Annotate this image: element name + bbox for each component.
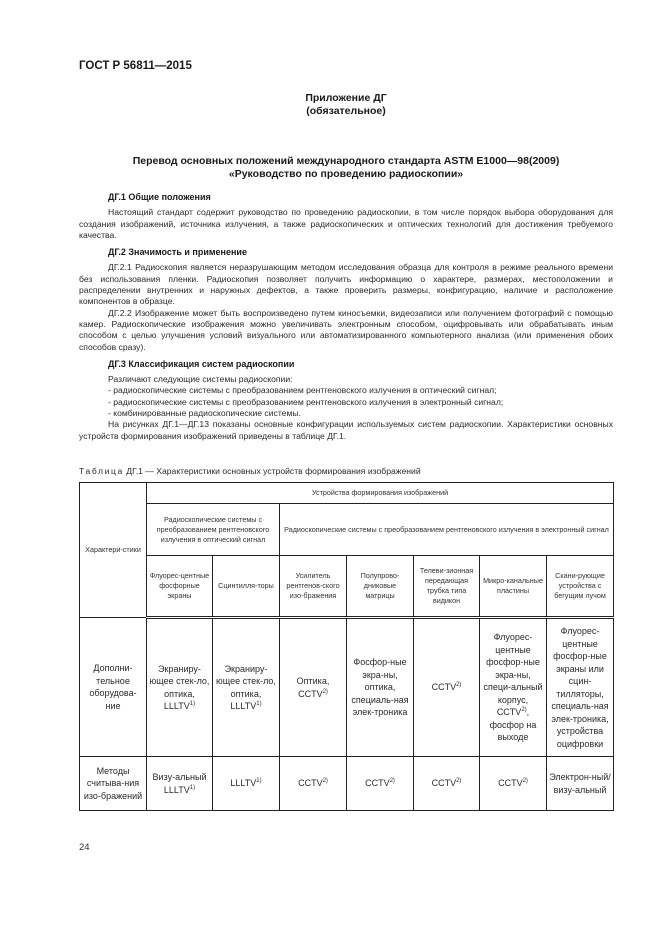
table-header-row xyxy=(80,483,614,504)
table-cell: Флуорес-центные фосфор-ные экра-ны, специ-альный корпус, CCTV$^{2)}$, фосфор на выходе xyxy=(480,618,547,757)
column-header: Полупрово-дниковые матрицы xyxy=(347,556,414,618)
list-item: - радиоскопические системы с преобразованием рентгеновского излучения в оптический сигнал; xyxy=(108,385,497,396)
column-header: Микро-канальные пластины xyxy=(480,556,547,618)
table-caption-label: Таблица xyxy=(79,466,124,476)
table-cell: CCTV$^{2)}$ xyxy=(280,757,347,811)
column-header: Телеви-зионная передающая трубка типа видикон xyxy=(414,556,480,618)
table-cell: CCTV$^{2)}$ xyxy=(347,757,414,811)
table-cell: Экраниру-ющее стек-ло, оптика, LLLTV$^{1)}$ xyxy=(147,618,213,757)
table-cell: Фосфор-ные экра-ны, оптика, специаль-ная элек-троника xyxy=(347,618,414,757)
table-caption-text: ДГ.1 — Характеристики основных устройств формирования изображений xyxy=(123,466,421,476)
annex-status: (обязательное) xyxy=(306,105,386,117)
document-title-line1: Перевод основных положений международного стандарта ASTM E1000—98(2009) xyxy=(132,155,560,167)
table-header-row xyxy=(80,504,614,556)
paragraph: ДГ.2.1 Радиоскопия является неразрушающим методом исследования образца для контроля в режиме реального времени без использования пленки. Радиоскопия позволяет получить информацию о характере, размерах, местоположении и распределении внутренних и наружных дефектов, а также проверить размеры, конфигурацию, наличие и расположение компонентов в образце. xyxy=(79,262,613,307)
table-caption xyxy=(79,466,421,476)
table-header-row xyxy=(80,556,614,618)
row-label: Дополни-тельное оборудова-ние xyxy=(80,618,147,757)
row-header-label: Характери-стики xyxy=(80,483,147,618)
row-label: Методы считыва-ния изо-бражений xyxy=(80,757,147,811)
subgroup-electronic: Радиоскопические системы с преобразованием рентгеновского излучения в электронный сигнал xyxy=(280,504,614,556)
paragraph: ДГ.2.2 Изображение может быть воспроизведено путем киносъемки, видеозаписи или получением фотографий с помощью камер. Радиоскопические изображения можно увеличивать электронным способом, оцифровывать или обрабатывать иным способом с целью улучшения условий визуального или автоматизированного компьютерного анализа (или применения обоих способов сразу). xyxy=(79,307,613,352)
list-lead: Различают следующие системы радиоскопии: xyxy=(108,374,293,385)
annex-title: Приложение ДГ xyxy=(305,92,387,104)
column-header: Сцинтилля-торы xyxy=(213,556,280,618)
column-header: Скани-рующие устройства с бегущим лучом xyxy=(547,556,614,618)
section-heading-3: ДГ.3 Классификация систем радиоскопии xyxy=(108,358,295,369)
table-row xyxy=(80,757,614,811)
annex-heading xyxy=(79,92,613,118)
list-item: - комбинированные радиоскопические системы. xyxy=(108,408,301,419)
column-header: Усилитель рентгенов-ского изо-бражения xyxy=(280,556,347,618)
document-title-line2: «Руководство по проведению радиоскопии» xyxy=(228,168,464,180)
paragraph: Настоящий стандарт содержит руководство по проведению радиоскопии, в том числе порядок выбора оборудования для создания изображений, источника излучения, а также радиоскопических и оптических технологий для достижения требуемого качества. xyxy=(79,207,613,240)
characteristics-table xyxy=(79,482,614,811)
table-cell: Флуорес-центные фосфор-ные экраны или сцин-тилляторы, специаль-ная элек-троника, устройства оцифровки xyxy=(547,618,614,757)
page-number: 24 xyxy=(79,842,90,853)
document-body xyxy=(79,192,613,442)
table-cell: CCTV$^{2)}$ xyxy=(414,618,480,757)
paragraph: На рисунках ДГ.1—ДГ.13 показаны основные конфигурации используемых систем радиоскопии. Характеристики основных устройств формирования изображений приведены в таблице ДГ.1. xyxy=(79,419,613,441)
subgroup-optical: Радиоскопические системы с преобразованием рентгеновского излучения в оптический сигнал xyxy=(147,504,280,556)
table-cell: CCTV$^{2)}$ xyxy=(480,757,547,811)
list-item: - радиоскопические системы с преобразованием рентгеновского излучения в электронный сигнал; xyxy=(108,396,504,407)
document-title xyxy=(79,155,613,181)
group-header: Устройства формирования изображений xyxy=(147,483,614,504)
column-header: Флуорес-центные фосфорные экраны xyxy=(147,556,213,618)
table-cell: Визу-альный LLLTV$^{1)}$ xyxy=(147,757,213,811)
table-row xyxy=(80,618,614,757)
table-cell: CCTV$^{2)}$ xyxy=(414,757,480,811)
standard-id-header: ГОСТ Р 56811—2015 xyxy=(79,60,192,72)
table-cell: Оптика, CCTV$^{2)}$ xyxy=(280,618,347,757)
table-cell: Экраниру-ющее стек-ло, оптика, LLLTV$^{1)}$ xyxy=(213,618,280,757)
section-heading-1: ДГ.1 Общие положения xyxy=(108,192,211,202)
table-cell: LLLTV$^{1)}$ xyxy=(213,757,280,811)
section-heading-2: ДГ.2 Значимость и применение xyxy=(108,247,247,258)
table-cell: Электрон-ный/визу-альный xyxy=(547,757,614,811)
